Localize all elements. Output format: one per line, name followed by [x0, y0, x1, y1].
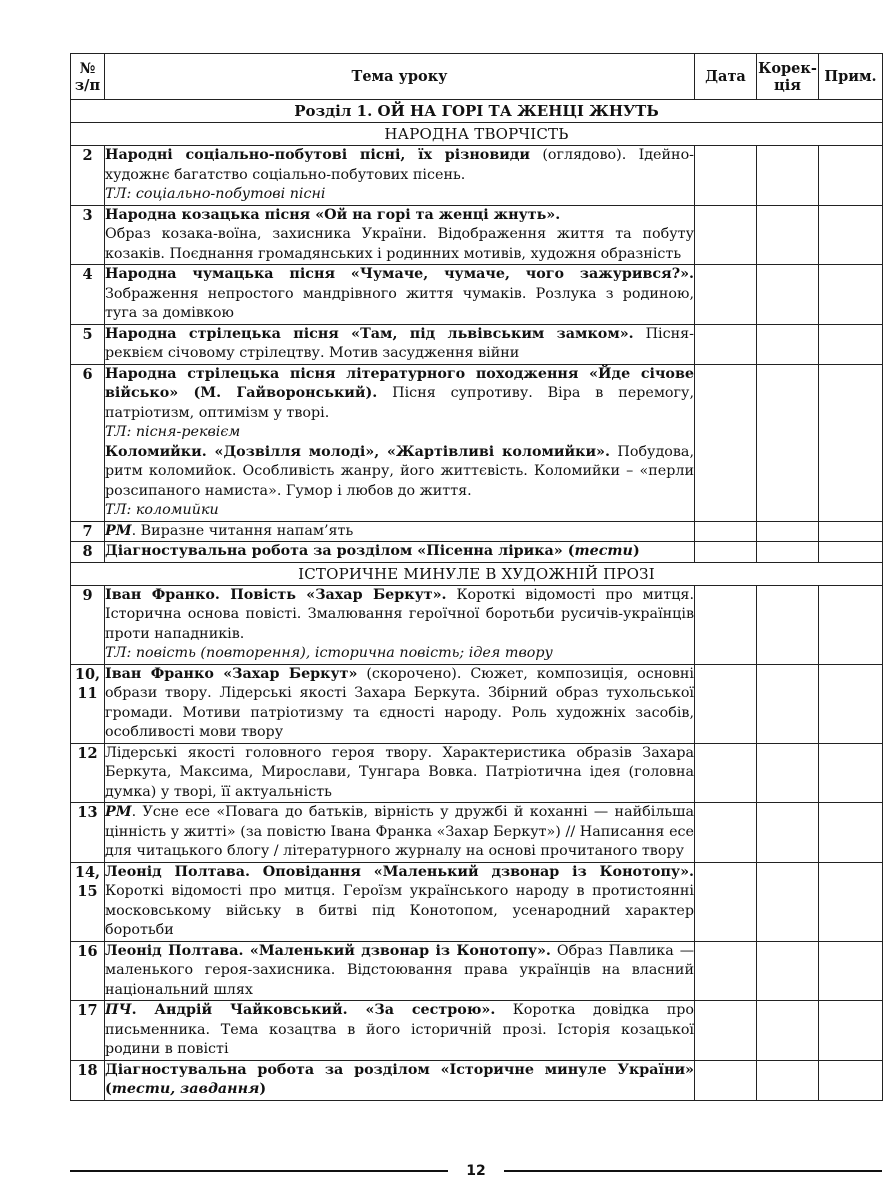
note-cell[interactable] [819, 265, 883, 325]
lesson-topic [105, 521, 695, 542]
note-cell[interactable] [819, 364, 883, 521]
lesson-number: 12 [71, 743, 105, 803]
header-note: Прим. [819, 54, 883, 100]
date-cell[interactable] [695, 941, 757, 1001]
lesson-topic [105, 364, 695, 521]
section-row [71, 100, 883, 123]
lesson-topic [105, 941, 695, 1001]
topic-text: тести, завдання [111, 1081, 260, 1097]
subsection-row [71, 123, 883, 146]
page-number: 12 [466, 1163, 486, 1179]
date-cell[interactable] [695, 743, 757, 803]
date-cell[interactable] [695, 862, 757, 941]
header-correction: Корек-ція [757, 54, 819, 100]
correction-cell[interactable] [757, 265, 819, 325]
topic-text: РМ [105, 522, 132, 539]
topic-text: Коротка довідка про письменника. Тема козацтва в його історичній прозі. Історія козацької родини в повісті [105, 1002, 694, 1057]
footer-rule-left [70, 1170, 448, 1172]
lesson-topic [105, 664, 695, 743]
table-body [71, 100, 883, 1101]
correction-cell[interactable] [757, 1060, 819, 1100]
table-row [71, 265, 883, 325]
table-row [71, 862, 883, 941]
lesson-topic [105, 205, 695, 265]
lesson-number: 8 [71, 542, 105, 563]
lesson-number: 3 [71, 205, 105, 265]
correction-cell[interactable] [757, 324, 819, 364]
topic-text: . Виразне читання напам’ять [131, 522, 354, 539]
note-cell[interactable] [819, 205, 883, 265]
lesson-number: 16 [71, 941, 105, 1001]
date-cell[interactable] [695, 521, 757, 542]
topic-text: ТЛ: пісня-реквієм [105, 424, 241, 440]
topic-text: (скорочено). Сюжет, композиція, основні образи твору. Лідерські якості Захара Беркута. Збірний образ тухольської громади. Мотиви патріотизму та єдності народу. Роль художніх засобів, особливості мови твору [105, 665, 694, 740]
table-row [71, 364, 883, 521]
lesson-number: 7 [71, 521, 105, 542]
topic-text: Леонід Полтава. Оповідання «Маленький дзвонар із Конотопу». [105, 863, 694, 880]
note-cell[interactable] [819, 542, 883, 563]
topic-text: Іван Франко. Повість «Захар Беркут». [105, 586, 447, 603]
lesson-number: 13 [71, 803, 105, 863]
topic-text: Народні соціально-побутові пісні, їх різновиди [105, 147, 531, 163]
table-row [71, 664, 883, 743]
topic-text: Пісня супротиву. Віра в перемогу, патріотизм, оптимізм у творі. [105, 385, 694, 421]
table-row [71, 542, 883, 563]
lesson-topic [105, 803, 695, 863]
lesson-number: 9 [71, 585, 105, 664]
lesson-topic [105, 1001, 695, 1061]
note-cell[interactable] [819, 1060, 883, 1100]
topic-text: Пісня-реквієм січовому стрілецтву. Мотив засудження війни [105, 325, 694, 361]
topic-text: Лідерські якості головного героя твору. Характеристика образів Захара Беркута, Максима, Мирослави, Тунгара Вовка. Патріотична ідея (головна думка) у творі, її актуальність [105, 744, 694, 800]
date-cell[interactable] [695, 1001, 757, 1061]
subsection-title: НАРОДНА ТВОРЧІСТЬ [71, 123, 883, 146]
header-topic: Тема уроку [105, 54, 695, 100]
topic-text: ТЛ: повість (повторення), історична повість; ідея твору [105, 645, 553, 661]
table-row [71, 1060, 883, 1100]
topic-text: ) [259, 1081, 267, 1097]
lesson-topic [105, 265, 695, 325]
correction-cell[interactable] [757, 146, 819, 206]
note-cell[interactable] [819, 803, 883, 863]
subsection-row [71, 562, 883, 585]
table-header-row [71, 54, 883, 100]
topic-text: Леонід Полтава. «Маленький дзвонар із Конотопу». [105, 942, 551, 959]
correction-cell[interactable] [757, 521, 819, 542]
date-cell[interactable] [695, 324, 757, 364]
note-cell[interactable] [819, 146, 883, 206]
subsection-title: ІСТОРИЧНЕ МИНУЛЕ В ХУДОЖНІЙ ПРОЗІ [71, 562, 883, 585]
date-cell[interactable] [695, 265, 757, 325]
lesson-number: 6 [71, 364, 105, 521]
table-row [71, 205, 883, 265]
topic-text: Побудова, ритм коломийок. Особливість жанру, його життєвість. Коломийки – «перли розсипаного намиста». Гумор і любов до життя. [105, 443, 694, 499]
table-row [71, 146, 883, 206]
topic-text: Образ козака-воїна, захисника України. Відображення життя та побуту козаків. Поєднання громадянських і родинних мотивів, художня образність [105, 226, 694, 262]
note-cell[interactable] [819, 664, 883, 743]
topic-text: Іван Франко «Захар Беркут» [105, 665, 358, 682]
note-cell[interactable] [819, 941, 883, 1001]
lesson-number: 14, 15 [71, 862, 105, 941]
table-row [71, 743, 883, 803]
topic-text: . Андрій Чайковський. «За сестрою». [131, 1002, 496, 1018]
topic-text: Діагностувальна робота за розділом «Пісенна лірика» ( [105, 543, 575, 559]
topic-text: Коломийки. «Дозвілля молоді», «Жартівливі коломийки». [105, 443, 610, 460]
correction-cell[interactable] [757, 364, 819, 521]
lesson-number: 18 [71, 1060, 105, 1100]
lesson-number: 17 [71, 1001, 105, 1061]
table-row [71, 324, 883, 364]
topic-text: РМ [105, 804, 132, 820]
lesson-topic [105, 1060, 695, 1100]
lesson-number: 5 [71, 324, 105, 364]
topic-text: ПЧ [105, 1002, 132, 1018]
correction-cell[interactable] [757, 803, 819, 863]
page-footer [70, 1160, 882, 1184]
correction-cell[interactable] [757, 585, 819, 664]
table-row [71, 1001, 883, 1061]
header-num: № з/п [71, 54, 105, 100]
lesson-topic [105, 146, 695, 206]
date-cell[interactable] [695, 146, 757, 206]
topic-text: ТЛ: коломийки [105, 502, 219, 518]
table-row [71, 803, 883, 863]
correction-cell[interactable] [757, 1001, 819, 1061]
topic-text: Народна стрілецька пісня літературного походження «Йде січове військо» (М. Гайворонський). [105, 365, 694, 401]
note-cell[interactable] [819, 1001, 883, 1061]
lesson-plan-table [70, 53, 883, 1101]
topic-text: тести [574, 543, 633, 559]
topic-text: Короткі відомості про митця. Історична основа повісті. Змалювання героїчної боротьби русичів-українців проти нападників. [105, 586, 694, 642]
note-cell[interactable] [819, 521, 883, 542]
correction-cell[interactable] [757, 743, 819, 803]
table-row [71, 521, 883, 542]
lesson-topic [105, 324, 695, 364]
correction-cell[interactable] [757, 205, 819, 265]
date-cell[interactable] [695, 664, 757, 743]
lesson-number: 2 [71, 146, 105, 206]
lesson-topic [105, 743, 695, 803]
note-cell[interactable] [819, 585, 883, 664]
lesson-topic [105, 542, 695, 563]
topic-text: ТЛ: соціально-побутові пісні [105, 186, 326, 202]
section-title: Розділ 1. ОЙ НА ГОРІ ТА ЖЕНЦІ ЖНУТЬ [71, 100, 883, 123]
date-cell[interactable] [695, 364, 757, 521]
table-row [71, 585, 883, 664]
note-cell[interactable] [819, 862, 883, 941]
topic-text: Народна стрілецька пісня «Там, під львівським замком». [105, 325, 634, 342]
topic-text: Зображення непростого мандрівного життя чумаків. Розлука з родиною, туга за домівкою [105, 285, 694, 321]
correction-cell[interactable] [757, 862, 819, 941]
topic-text: Образ Павлика — маленького героя-захисника. Відстоювання права українців на власний національний шлях [105, 942, 694, 998]
lesson-number: 4 [71, 265, 105, 325]
topic-text: . Усне есе «Повага до батьків, вірність у дружбі й коханні — найбільша цінність у житті» (за повістю Івана Франка «Захар Беркут») // Написання есе для читацького блогу / літературного журналу на основі прочитаного твору [105, 804, 694, 859]
date-cell[interactable] [695, 542, 757, 563]
topic-text: (оглядово). Ідейно-художнє багатство соціально-побутових пісень. [105, 147, 695, 183]
topic-text: ) [632, 543, 640, 559]
footer-rule-right [504, 1170, 882, 1172]
correction-cell[interactable] [757, 664, 819, 743]
topic-text: Діагностувальна робота за розділом «Історичне минуле України» ( [105, 1061, 694, 1097]
correction-cell[interactable] [757, 542, 819, 563]
correction-cell[interactable] [757, 941, 819, 1001]
note-cell[interactable] [819, 324, 883, 364]
topic-text: Народна чумацька пісня «Чумаче, чумаче, чого зажурився?». [105, 266, 694, 282]
date-cell[interactable] [695, 205, 757, 265]
date-cell[interactable] [695, 585, 757, 664]
lesson-topic [105, 862, 695, 941]
topic-text: Народна козацька пісня «Ой на горі та женці жнуть». [105, 206, 561, 223]
table-row [71, 941, 883, 1001]
note-cell[interactable] [819, 743, 883, 803]
topic-text: Короткі відомості про митця. Героїзм українського народу в протистоянні московському війську в битві під Конотопом, усенародний характер боротьби [105, 883, 694, 938]
lesson-number: 10, 11 [71, 664, 105, 743]
date-cell[interactable] [695, 803, 757, 863]
date-cell[interactable] [695, 1060, 757, 1100]
header-date: Дата [695, 54, 757, 100]
lesson-topic [105, 585, 695, 664]
